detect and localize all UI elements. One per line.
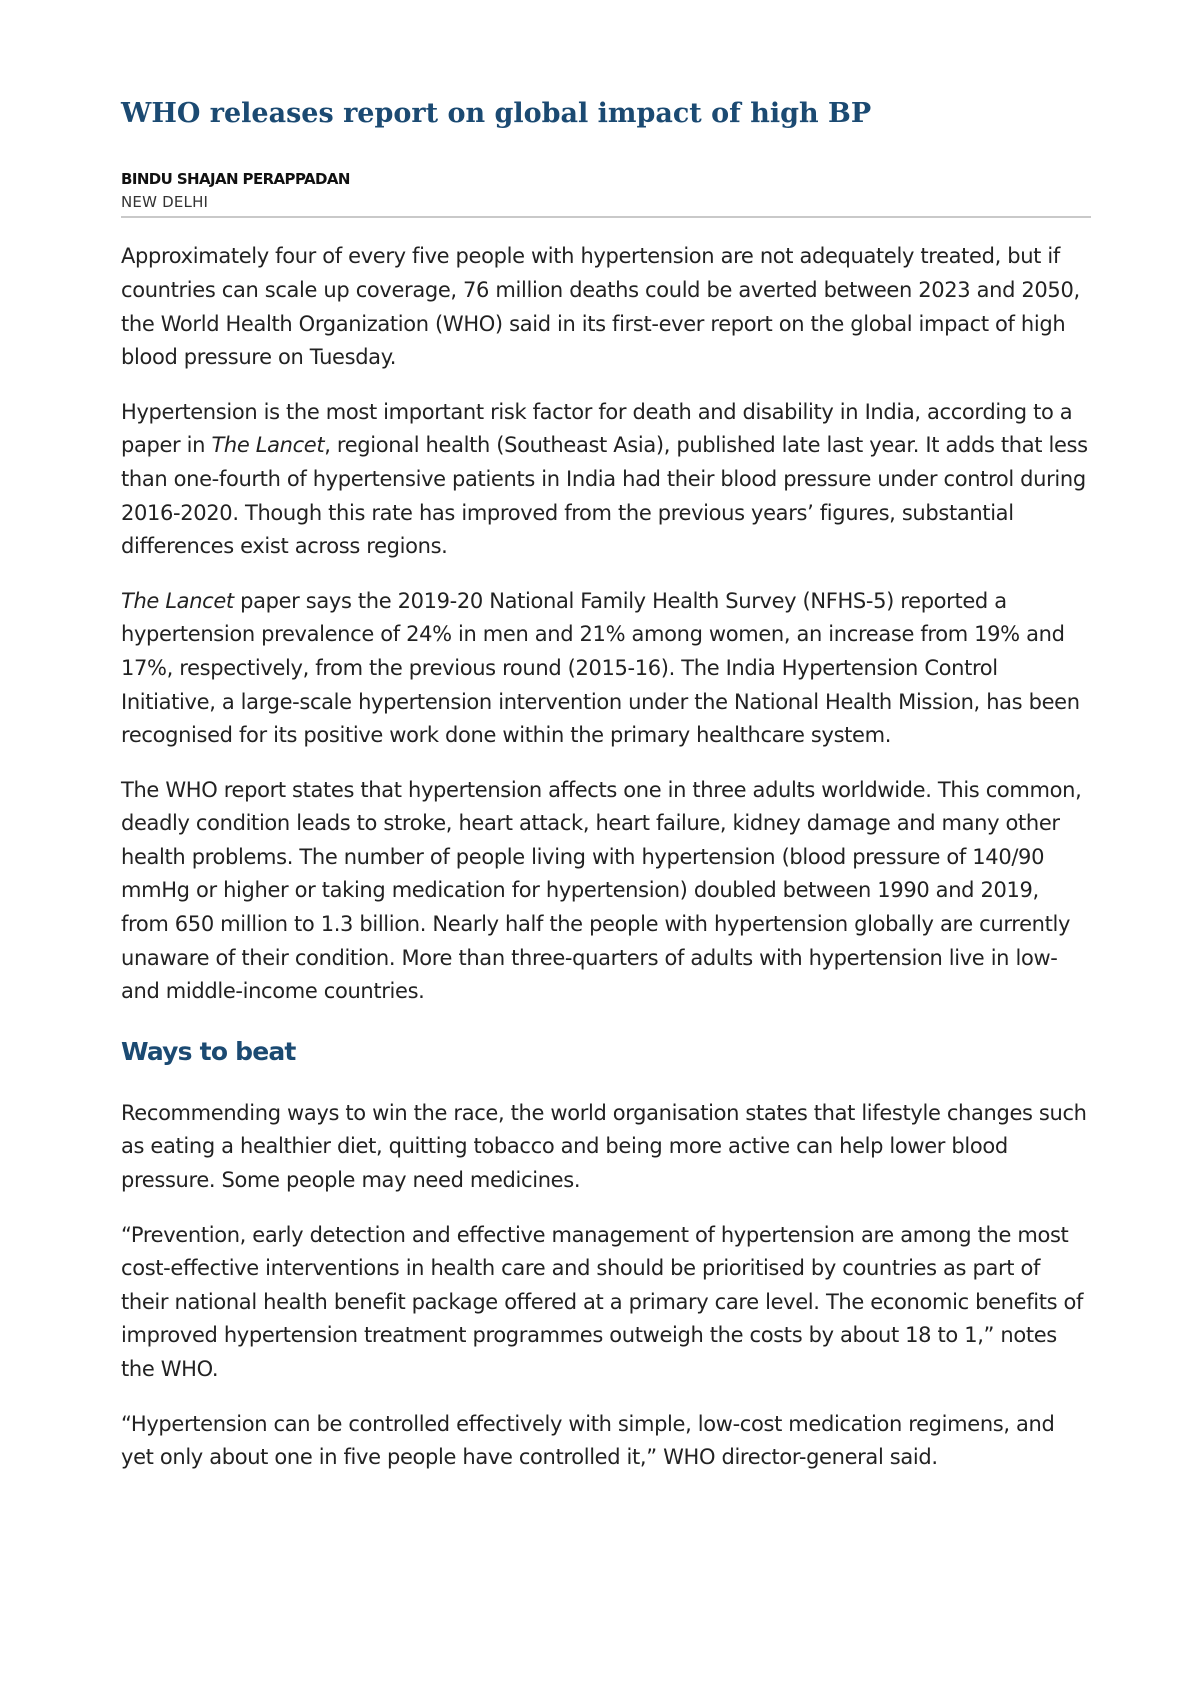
paragraph-2-text-b: , regional health (Southeast Asia), published late last year. It adds that less than one-fourth of hypertensive patients in India had their blood pressure under control during 2016-2020. Though this rate has improved from the previous years’ figures, substantial differences exist across regions. <box>121 433 1088 559</box>
paragraph-3-text: paper says the 2019-20 National Family Health Survey (NFHS-5) reported a hypertension prevalence of 24% in men and 21% among women, an increase from 19% and 17%, respectively, from the previous round (2015-16). The India Hypertension Control Initiative, a large-scale hypertension intervention under the National Health Mission, has been recognised for its positive work done within the primary healthcare system. <box>121 588 1080 748</box>
paragraph-7: “Hypertension can be controlled effectively with simple, low-cost medication regimens, and yet only about one in five people have controlled it,” WHO director-general said. <box>121 1411 1055 1470</box>
dateline: NEW DELHI <box>121 193 209 212</box>
article <box>121 98 1091 1496</box>
author-byline: BINDU SHAJAN PERAPPADAN <box>121 170 350 189</box>
paragraph-2 <box>121 396 1091 564</box>
paragraph-5: Recommending ways to win the race, the world organisation states that lifestyle changes such as eating a healthier diet, quitting tobacco and being more active can help lower blood pressure. Some people may need medicines. <box>121 1100 1087 1193</box>
page-title: WHO releases report on global impact of high BP <box>121 98 872 129</box>
article-body <box>121 240 1091 1474</box>
paragraph-4: The WHO report states that hypertension affects one in three adults worldwide. This common, deadly condition leads to stroke, heart attack, heart failure, kidney damage and many other health problems. The number of people living with hypertension (blood pressure of 140/90 mmHg or higher or taking medication for hypertension) doubled between 1990 and 2019, from 650 million to 1.3 billion. Nearly half the people with hypertension globally are currently unaware of their condition. More than three-quarters of adults with hypertension live in low- and middle-income countries. <box>121 777 1082 1004</box>
paragraph-3 <box>121 585 1091 753</box>
header-divider <box>121 216 1091 218</box>
subheading: Ways to beat <box>121 1036 296 1066</box>
publication-name: The Lancet <box>121 588 234 613</box>
paragraph-1: Approximately four of every five people with hypertension are not adequately treated, but if countries can scale up coverage, 76 million deaths could be averted between 2023 and 2050, the World Health Organization (WHO) said in its first-ever report on the global impact of high blood pressure on Tuesday. <box>121 244 1080 370</box>
paragraph-6: “Prevention, early detection and effective management of hypertension are among the most cost-effective interventions in health care and should be prioritised by countries as part of their national health benefit package offered at a primary care level. The economic benefits of improved hypertension treatment programmes outweigh the costs by about 18 to 1,” notes the WHO. <box>121 1222 1084 1382</box>
paragraph-2-text-a: Hypertension is the most important risk factor for death and disability in India, according to a paper in <box>121 399 1073 458</box>
publication-name: The Lancet <box>211 433 325 458</box>
